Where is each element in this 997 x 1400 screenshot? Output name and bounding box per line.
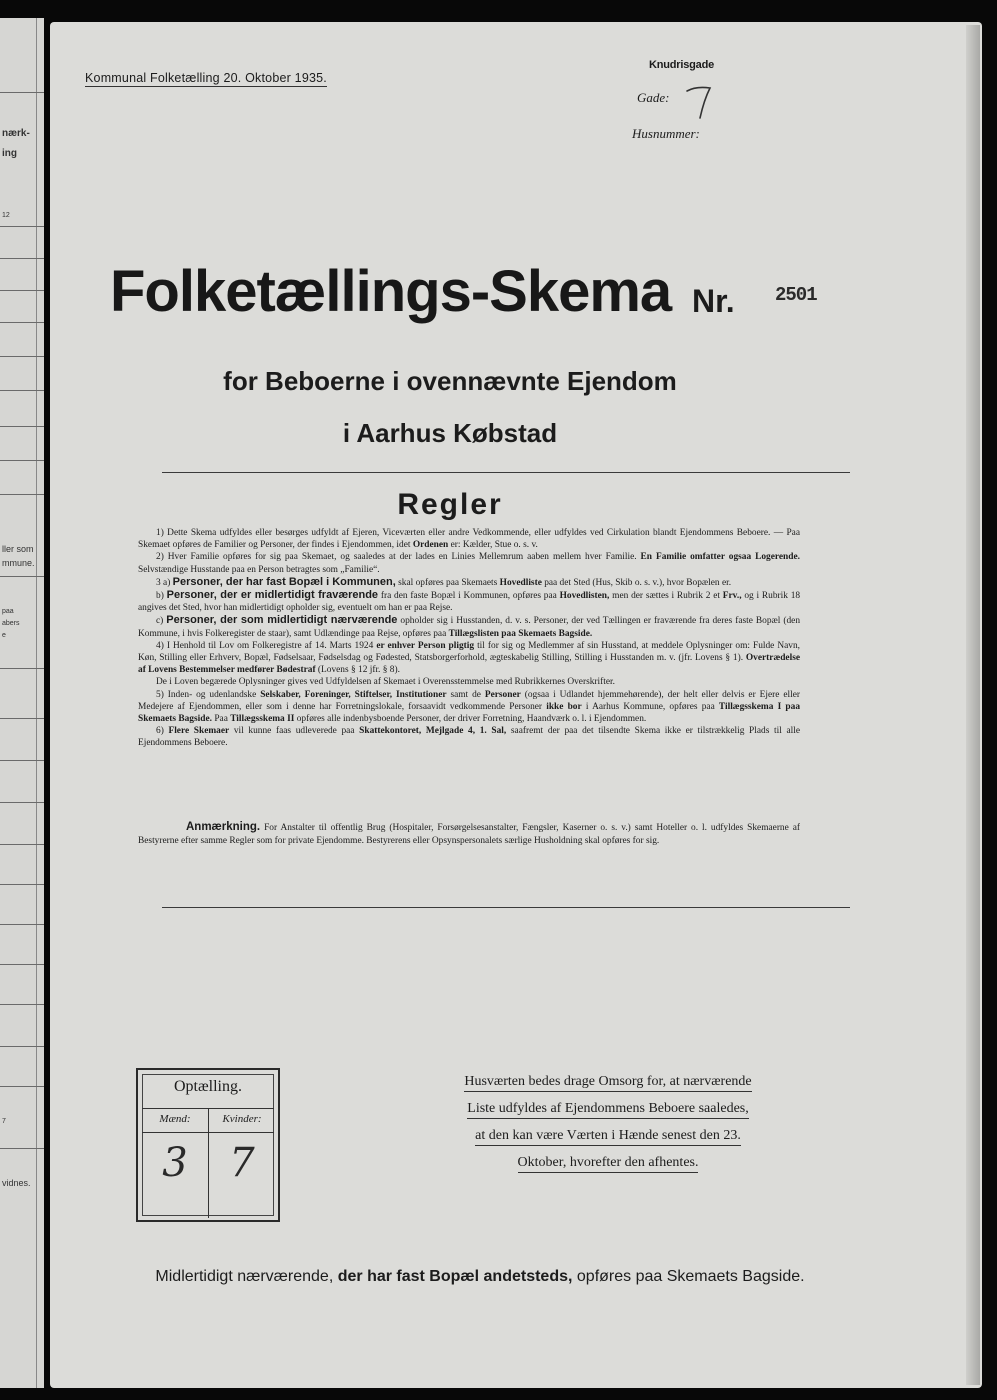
remark-text: For Anstalter til offentlig Brug (Hospitaler, Forsørgelsesanstalter, Fængsler, Kaserner o. s. v.) samt Hoteller o. l. udfyldes Skemaerne af Bestyrerne efter samme Regler som for private Ejendomme. Bestyrerens eller Opsynspersonalets særlige Husholdning skal opføres for sig.: [138, 823, 801, 846]
previous-page-line: [0, 356, 44, 357]
rule-text: 6): [156, 726, 164, 737]
rule-emphasis: Frv.,: [722, 591, 742, 602]
rule-text: c): [156, 616, 164, 627]
rule-text: saafremt der paa det tilsendte Skema ikke er tilstrækkelig Plads til alle Ejendommens Beboere.: [138, 726, 801, 749]
census-date-line: Kommunal Folketælling 20. Oktober 1935.: [85, 71, 327, 85]
form-number-stamp: 2501: [775, 284, 817, 306]
remark-section: [138, 821, 800, 847]
rule-emphasis: Tillægslisten paa Skemaets Bagside.: [448, 628, 593, 639]
previous-page-rule: [36, 18, 37, 1388]
previous-page-fragment: 7: [2, 1118, 6, 1125]
rule-text: paa det Sted (Hus, Skib o. s. v.), hvor Bopælen er.: [544, 577, 732, 588]
rule-text: er: Kælder, Stue o. s. v.: [450, 540, 538, 551]
previous-page-line: [0, 1046, 44, 1047]
previous-page-line: [0, 924, 44, 925]
form-title: Folketællings-Skema: [110, 259, 672, 324]
previous-page-line: [0, 494, 44, 495]
previous-page-fragment: abers: [2, 620, 20, 627]
remark-paragraph: [138, 821, 800, 847]
rule-emphasis: Personer, der har fast Bopæl i Kommunen,: [172, 575, 396, 588]
men-count: 3: [162, 1140, 188, 1186]
page-edge-shadow: [966, 25, 980, 1385]
rule-emphasis: er enhver Person pligtig: [376, 640, 475, 651]
rule-5: [138, 689, 800, 726]
notice-line: [440, 1074, 776, 1092]
rule-emphasis: Ordenen: [412, 540, 449, 551]
rule-text: Paa: [214, 714, 228, 725]
rule-text: 4) I Henhold til Lov om Folkeregistre af 14. Marts 1924: [156, 640, 374, 651]
previous-page-line: [0, 1086, 44, 1087]
notice-text: Husværten bedes drage Omsorg for, at nærværende: [464, 1074, 751, 1092]
handwritten-house-number: [682, 82, 722, 122]
previous-page-fragment: nærk-: [2, 128, 30, 139]
rule-emphasis: Overtrædelse af Lovens Bestemmelser medfører Bødestraf: [138, 653, 801, 676]
rule-text: (Lovens § 12 jfr. § 8).: [317, 665, 400, 676]
rule-emphasis: Personer, der er midlertidigt fraværende: [166, 589, 379, 602]
previous-page-line: [0, 426, 44, 427]
rule-text: men der sættes i Rubrik 2 et: [612, 591, 720, 602]
footer-text: opføres paa Skemaets Bagside.: [576, 1268, 805, 1285]
rule-text: opholder sig i Husstanden, d. v. s. Personer, der ved Tællingen er fraværende fra deres faste Bopæl (den Kommune, i hvis Folkeregister de staar), samt Udlændinge paa Rejse, opføres paa: [138, 616, 801, 639]
rule-emphasis: Flere Skemaer: [168, 726, 230, 737]
men-label: Mænd:: [159, 1113, 191, 1125]
previous-page-line: [0, 290, 44, 291]
rule-4-note: [138, 676, 800, 688]
rule-text: og i Rubrik 18 angives det Sted, hvor han midlertidigt opholder sig, eventuelt om han er paa Rejse.: [138, 591, 801, 614]
previous-page-line: [0, 322, 44, 323]
previous-page-fragment: mmune.: [2, 558, 35, 568]
previous-page-line: [0, 668, 44, 669]
rule-text: fra den faste Bopæl i Kommunen, opføres paa: [380, 591, 557, 602]
rule-3c: [138, 614, 800, 639]
rule-text: Selvstændige Husstande paa en Person betragtes som „Familie“.: [138, 564, 380, 575]
notice-line: [440, 1101, 776, 1119]
rule-text: 3 a): [156, 577, 171, 588]
women-label: Kvinder:: [222, 1113, 262, 1125]
rule-6: [138, 725, 800, 749]
notice-line: [440, 1155, 776, 1173]
rule-text: til for sig og Medlemmer af sin Husstand, at meddele Oplysninger om: Fulde Navn, Køn, Stilling eller Erhverv, Bopæl, Fødselsaar, Fødselsdag og Fødested, Statsborgerforhold, ægteskabelig Stilling, Stilling i Husstanden m. v. (jfr. Lovens § 1).: [138, 640, 801, 664]
form-subtitle-residents: for Beboerne i ovennævnte Ejendom: [223, 366, 677, 396]
rule-text: i Aarhus Kommune, opføres paa: [585, 701, 715, 712]
landlord-notice: [440, 1074, 776, 1182]
remark-divider: [162, 907, 850, 908]
previous-page-fragment: paa: [2, 608, 14, 615]
previous-page-fragment: ller som: [2, 544, 34, 554]
previous-page-line: [0, 258, 44, 259]
previous-page-line: [0, 1148, 44, 1149]
footer-emphasis: der har fast Bopæl andetsteds,: [337, 1268, 573, 1285]
remark-label: Anmærkning.: [186, 821, 261, 833]
notice-text: Oktober, hvorefter den afhentes.: [518, 1155, 699, 1173]
house-number-label: Husnummer:: [632, 126, 700, 141]
previous-page-fragment: vidnes.: [2, 1178, 31, 1188]
rule-text: 2) Hver Familie opføres for sig paa Skemaet, og saaledes at der lades en Linies Mellemrum aaben mellem hver Familie.: [156, 552, 637, 563]
rule-text: skal opføres paa Skemaets: [398, 577, 498, 588]
women-count: 7: [229, 1140, 255, 1186]
previous-page-fragment: e: [2, 632, 6, 639]
rules-body: [138, 527, 800, 750]
form-subtitle-town: i Aarhus Købstad: [342, 418, 558, 448]
rules-heading: Regler: [397, 488, 503, 521]
rule-emphasis: Selskaber, Foreninger, Stiftelser, Institutioner: [260, 689, 447, 700]
rule-text: samt de: [450, 689, 481, 700]
previous-page-edge: [0, 18, 44, 1388]
previous-page-line: [0, 964, 44, 965]
form-number-label: Nr.: [692, 283, 735, 319]
street-value-stamp: Knudrisgade: [649, 59, 715, 71]
count-title: Optælling.: [173, 1078, 242, 1095]
rule-emphasis: ikke bor: [546, 701, 582, 712]
title-divider: [162, 472, 850, 473]
previous-page-fragment: ing: [2, 148, 17, 159]
street-label: Gade:: [637, 90, 670, 105]
rule-emphasis: Tillægsskema II: [230, 714, 295, 725]
footer-instruction: [50, 1268, 910, 1286]
previous-page-line: [0, 802, 44, 803]
rule-text: b): [156, 591, 164, 602]
previous-page-line: [0, 460, 44, 461]
previous-page-line: [0, 884, 44, 885]
previous-page-line: [0, 1004, 44, 1005]
rule-emphasis: Skattekontoret, Mejlgade 4, 1. Sal,: [359, 726, 507, 737]
rule-emphasis: Hovedliste: [499, 577, 542, 588]
rule-emphasis: En Familie omfatter ogsaa Logerende.: [640, 552, 800, 563]
previous-page-line: [0, 390, 44, 391]
previous-page-fragment: 12: [2, 212, 10, 219]
rule-text: 5) Inden- og udenlandske: [156, 689, 257, 700]
count-box: [136, 1068, 280, 1222]
notice-line: [440, 1128, 776, 1146]
rule-4: [138, 640, 800, 677]
rule-3a: [138, 576, 800, 589]
rule-text: 1) Dette Skema udfyldes eller besørges udfyldt af Ejeren, Viceværten eller andre Vedkommende, eller udfyldes ved Cirkulation blandt Ejendommens Beboere. — Paa Skemaet opføres de Familier og Personer, der findes i Ejendommen, idet: [138, 528, 800, 551]
previous-page-line: [0, 92, 44, 93]
notice-text: at den kan være Værten i Hænde senest den 23.: [475, 1128, 741, 1146]
rule-text: (ogsaa i Udlandet hjemmehørende), der helt eller delvis er Ejere eller Medejere af Ejendommen, eller som i denne har Forretningslokale, forsaavidt vedkommende Personer: [138, 689, 800, 712]
rule-1: [138, 527, 800, 551]
previous-page-line: [0, 576, 44, 577]
rule-2: [138, 551, 800, 575]
previous-page-line: [0, 718, 44, 719]
rule-text: opføres alle indenbysboende Personer, der driver Forretning, Haandværk o. l. i Ejendommen.: [296, 714, 647, 725]
rule-text: vil kunne faas udleverede paa: [233, 726, 355, 737]
rule-emphasis: Hovedlisten,: [559, 591, 610, 602]
rule-emphasis: Tillægsskema I paa Skemaets Bagside.: [138, 701, 801, 725]
rule-emphasis: Personer: [484, 689, 521, 700]
previous-page-line: [0, 226, 44, 227]
previous-page-line: [0, 844, 44, 845]
rule-emphasis: Personer, der som midlertidigt nærværende: [166, 614, 398, 627]
rule-3b: [138, 589, 800, 614]
previous-page-line: [0, 760, 44, 761]
notice-text: Liste udfyldes af Ejendommens Beboere saaledes,: [467, 1101, 748, 1119]
footer-text: Midlertidigt nærværende,: [155, 1268, 334, 1285]
rule-text: De i Loven begærede Oplysninger gives ved Udfyldelsen af Skemaet i Overensstemmelse med Rubrikkernes Overskrifter.: [156, 677, 615, 688]
